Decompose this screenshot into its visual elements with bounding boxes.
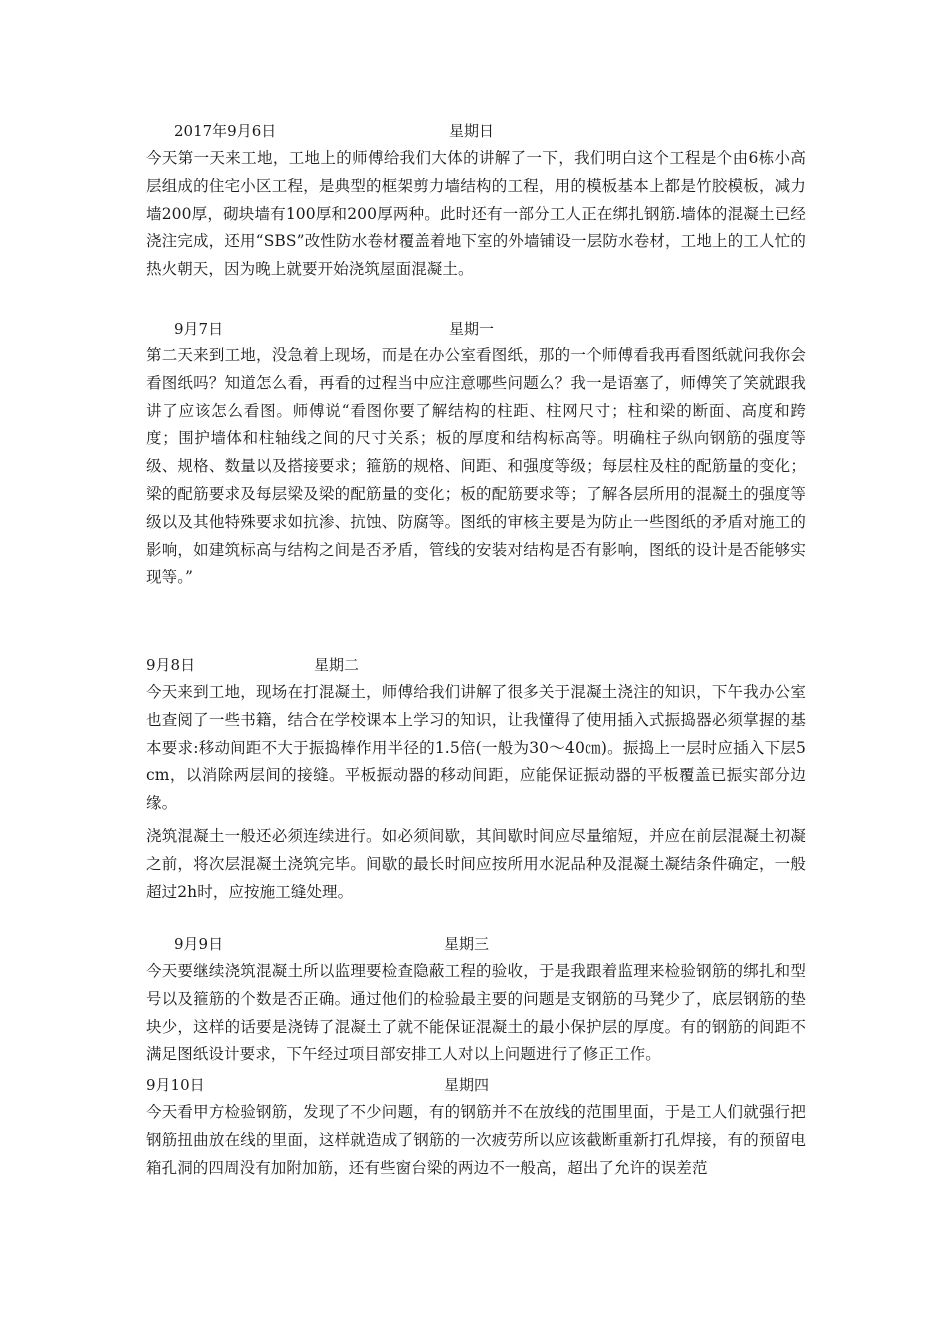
entry-weekday: 星期三 — [444, 935, 490, 953]
entry-date: 9月9日 — [174, 935, 224, 953]
entry-date: 9月10日 — [146, 1076, 205, 1094]
entry-date: 2017年9月6日 — [174, 122, 277, 140]
entry-date: 9月7日 — [174, 320, 224, 338]
entry-paragraph: 今天第一天来工地，工地上的师傅给我们大体的讲解了一下，我们明白这个工程是个由6栋小高层组成的住宅小区工程，是典型的框架剪力墙结构的工程，用的模板基本上都是竹胶模板，减力墙200厚，砌块墙有100厚和200厚两种。此时还有一部分工人正在绑扎钢筋.墙体的混凝土已经浇注完成，还用“SBS”改性防水卷材覆盖着地下室的外墙铺设一层防水卷材，工地上的工人忙的热火朝天，因为晚上就要开始浇筑屋面混凝土。 — [146, 149, 806, 279]
entry-weekday: 星期一 — [449, 320, 495, 338]
entry-weekday: 星期二 — [314, 656, 360, 674]
entry-weekday: 星期日 — [449, 122, 495, 140]
entry-weekday: 星期四 — [444, 1076, 490, 1094]
entry-paragraph: 今天看甲方检验钢筋，发现了不少问题，有的钢筋并不在放线的范围里面，于是工人们就强行把钢筋扭曲放在线的里面，这样就造成了钢筋的一次疲劳所以应该截断重新打孔焊接，有的预留电箱孔洞的四周没有加附加筋，还有些窗台梁的两边不一般高，超出了允许的误差范 — [146, 1103, 806, 1177]
entry-paragraph: 今天来到工地，现场在打混凝土，师傅给我们讲解了很多关于混凝土浇注的知识，下午我办公室也查阅了一些书籍，结合在学校课本上学习的知识，让我懂得了使用插入式振捣器必须掌握的基本要求:移动间距不大于振捣棒作用半径的1.5倍(一般为30～40㎝)。振捣上一层时应插入下层5cm，以消除两层间的接缝。平板振动器的移动间距，应能保证振动器的平板覆盖已振实部分边缘。 — [146, 683, 806, 813]
entry-paragraph: 第二天来到工地，没急着上现场，而是在办公室看图纸，那的一个师傅看我再看图纸就问我你会看图纸吗？知道怎么看，再看的过程当中应注意哪些问题么？我一是语塞了，师傅笑了笑就跟我讲了应该怎么看图。师傅说“看图你要了解结构的柱距、柱网尺寸；柱和梁的断面、高度和跨度；围护墙体和柱轴线之间的尺寸关系；板的厚度和结构标高等。明确柱子纵向钢筋的强度等级、规格、数量以及搭接要求；箍筋的规格、间距、和强度等级；每层柱及柱的配筋量的变化；梁的配筋要求及每层梁及梁的配筋量的变化；板的配筋要求等；了解各层所用的混凝土的强度等级以及其他特殊要求如抗渗、抗蚀、防腐等。图纸的审核主要是为防止一些图纸的矛盾对施工的影响，如建筑标高与结构之间是否矛盾，管线的安装对结构是否有影响，图纸的设计是否能够实现等。” — [146, 346, 806, 587]
entry-paragraph: 今天要继续浇筑混凝土所以监理要检查隐蔽工程的验收，于是我跟着监理来检验钢筋的绑扎和型号以及箍筋的个数是否正确。通过他们的检验最主要的问题是支钢筋的马凳少了，底层钢筋的垫块少，这样的话要是浇铸了混凝土了就不能保证混凝土的最小保护层的厚度。有的钢筋的间距不满足图纸设计要求，下午经过项目部安排工人对以上问题进行了修正工作。 — [146, 962, 806, 1064]
entry-date: 9月8日 — [146, 656, 196, 674]
entry-paragraph: 浇筑混凝土一般还必须连续进行。如必须间歇，其间歇时间应尽量缩短，并应在前层混凝土初凝之前，将次层混凝土浇筑完毕。间歇的最长时间应按所用水泥品种及混凝土凝结条件确定，一般超过2h时，应按施工缝处理。 — [146, 827, 806, 901]
